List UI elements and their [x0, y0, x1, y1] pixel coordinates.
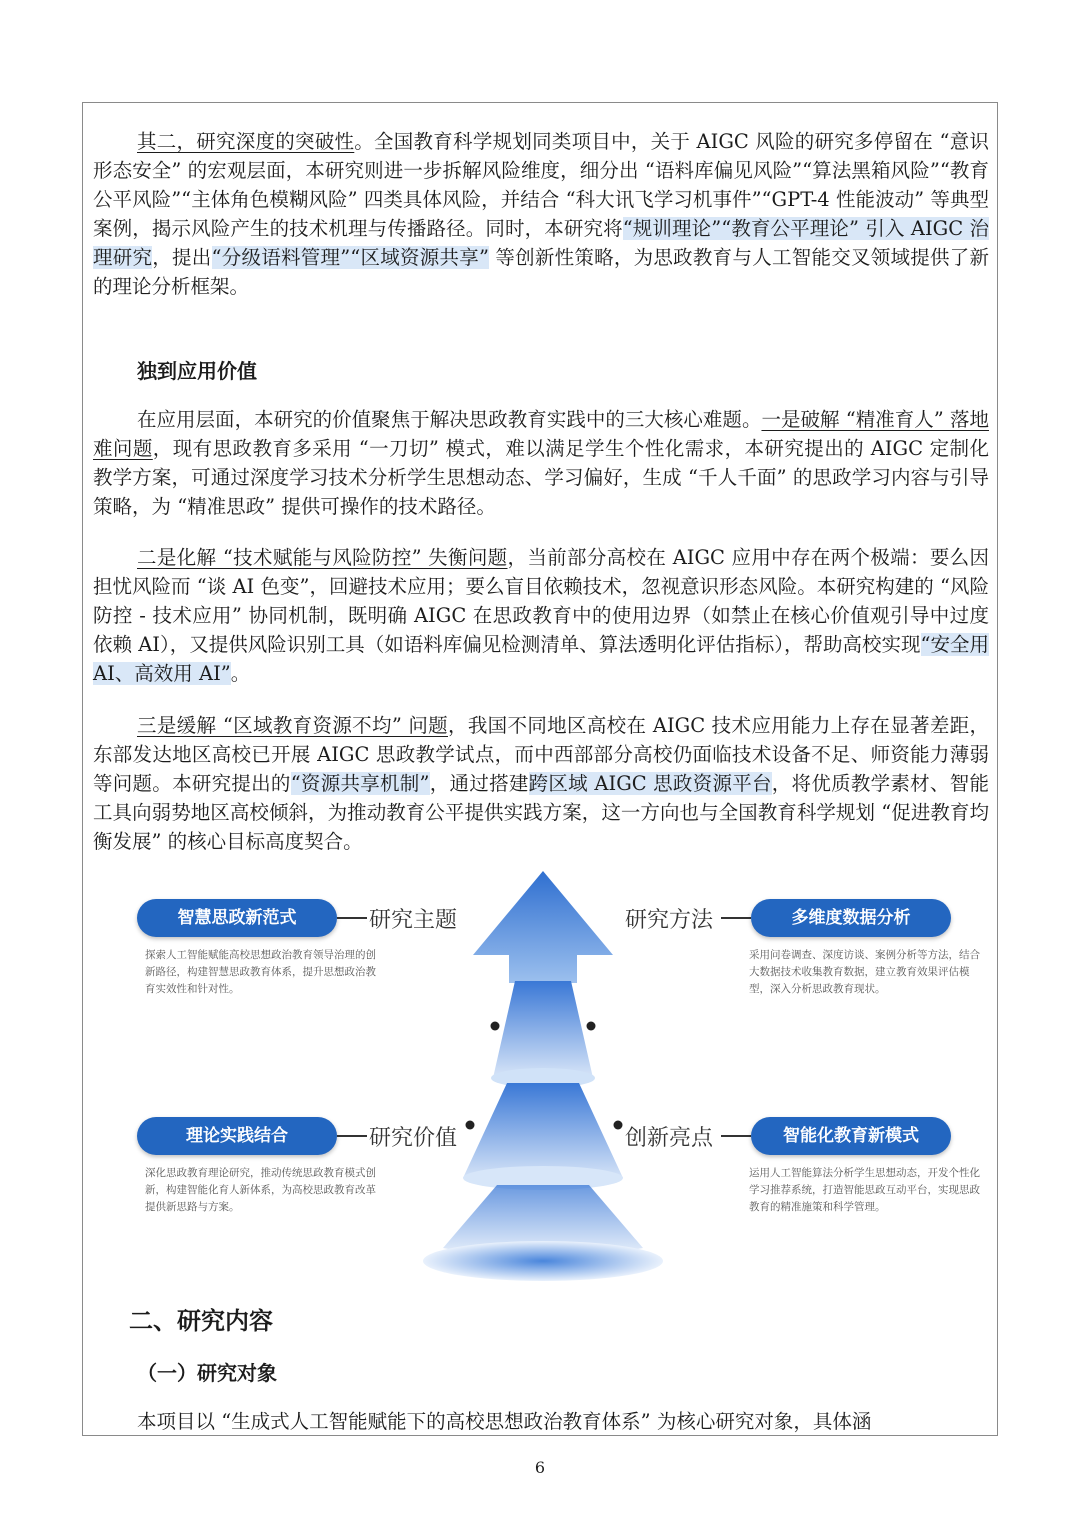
base-ellipse [423, 1241, 663, 1281]
marker-dot [587, 1022, 596, 1031]
highlight: “分级语料管理”“区域资源共享” [211, 246, 489, 269]
paragraph-application [93, 405, 989, 521]
desc-research-theme: 探索人工智能赋能高校思想政治教育领导治理的创新路径，构建智慧思政教育体系，提升思想政治教育实效性和针对性。 [145, 949, 376, 995]
highlight: 跨区域 AIGC 思政资源平台 [528, 772, 772, 795]
marker-dot [491, 1022, 500, 1031]
connector-line [337, 917, 367, 919]
text-run: ，将优质教学素材、智能工具向弱势地区高校倾斜，为推动教育公平提供实践方案，这一方向也与全国教育科学规划 “促进教育均衡发展” 的核心目标高度契合。 [93, 772, 989, 853]
text-run: 。 [230, 662, 251, 685]
section-heading-content: 二、研究内容 [129, 1307, 273, 1335]
text-run: ，我国不同地区高校在 AIGC 技术应用能力上存在显著差距，东部发达地区高校已开展 AIGC 思政教学试点，而中西部部分高校仍面临技术设备不足、师资能力薄弱等问题。本研究提出的 [93, 714, 989, 795]
label-innovation: 创新亮点 [625, 1126, 714, 1151]
connector-line [721, 1135, 751, 1137]
paragraph-depth [93, 127, 989, 301]
text-run: ，当前部分高校在 AIGC 应用中存在两个极端：要么因担忧风险而 “谈 AI 色变”，回避技术应用；要么盲目依赖技术，忽视意识形态风险。本研究构建的 “风险防控 - 技术应用” 协同机制，既明确 AIGC 在思政教育中的使用边界（如禁止在核心价值观引导中过度依赖 AI），又提供风险识别工具（如语料库偏见检测清单、算法透明化评估指标），帮助高校实现 [93, 546, 989, 656]
paragraph-balance [93, 543, 989, 688]
paragraph-region [93, 711, 989, 856]
pill-smart-education: 智能化教育新模式 [751, 1117, 951, 1155]
text-run: ，通过搭建 [429, 772, 529, 795]
label-research-value: 研究价值 [369, 1126, 458, 1151]
underlined-phrase: 其二，研究深度的突破性 [137, 130, 355, 153]
research-diagram [123, 863, 980, 1283]
highlight: “规训理论”“教育公平理论” 引入 AIGC 治理研究 [93, 217, 989, 269]
highlight: “安全用 AI、高效用 AI” [93, 633, 989, 685]
page-number: 6 [534, 1458, 546, 1477]
subsection-heading-object: （一）研究对象 [137, 1361, 277, 1385]
section-heading-value: 独到应用价值 [137, 359, 257, 383]
pill-theory-practice: 理论实践结合 [137, 1117, 337, 1155]
marker-dot [614, 1121, 623, 1130]
text-run: ，提出 [152, 246, 212, 269]
text-run: 等创新性策略，为思政教育与人工智能交叉领域提供了新的理论分析框架。 [93, 246, 989, 298]
label-research-theme: 研究主题 [369, 908, 458, 933]
text-run: 。全国教育科学规划同类项目中，关于 AIGC 风险的研究多停留在 “意识形态安全” 的宏观层面，本研究则进一步拆解风险维度，细分出 “语料库偏见风险”“算法黑箱风险”“教育公平风险”“主体角色模糊风险” 四类具体风险，并结合 “科大讯飞学习机事件”“GPT-4 性能波动” 等典型案例，揭示风险产生的技术机理与传播路径。同时，本研究将 [93, 130, 989, 240]
paragraph-object: 本项目以 “生成式人工智能赋能下的高校思想政治教育体系” 为核心研究对象，具体涵 [137, 1410, 872, 1433]
desc-research-method: 采用问卷调查、深度访谈、案例分析等方法，结合大数据技术收集教育数据，建立教育效果评估模型，深入分析思政教育现状。 [749, 949, 980, 995]
desc-innovation: 运用人工智能算法分析学生思想动态，开发个性化学习推荐系统，打造智能思政互动平台，实现思政教育的精准施策和科学管理。 [749, 1167, 980, 1213]
pill-data-analysis: 多维度数据分析 [751, 899, 951, 937]
desc-research-value: 深化思政教育理论研究，推动传统思政教育模式创新，构建智能化育人新体系，为高校思政教育改革提供新思路与方案。 [145, 1167, 376, 1213]
pill-smart-ideology: 智慧思政新范式 [137, 899, 337, 937]
page-frame [82, 102, 998, 1436]
marker-dot [466, 1121, 475, 1130]
text-run: ，现有思政教育多采用 “一刀切” 模式，难以满足学生个性化需求，本研究提出的 AIGC 定制化教学方案，可通过深度学习技术分析学生思想动态、学习偏好，生成 “千人千面” 的思政学习内容与引导策略，为 “精准思政” 提供可操作的技术路径。 [93, 437, 989, 518]
connector-line [721, 917, 751, 919]
underlined-phrase: 三是缓解 “区域教育资源不均” 问题 [137, 714, 448, 737]
underlined-phrase: 一是破解 “精准育人” 落地难问题 [93, 408, 989, 460]
connector-line [337, 1135, 367, 1137]
underlined-phrase: 二是化解 “技术赋能与风险防控” 失衡问题 [137, 546, 508, 569]
text-run: 在应用层面，本研究的价值聚焦于解决思政教育实践中的三大核心难题。 [137, 408, 762, 431]
label-research-method: 研究方法 [625, 908, 714, 933]
highlight: “资源共享机制” [290, 772, 430, 795]
arrow-head [473, 871, 613, 983]
